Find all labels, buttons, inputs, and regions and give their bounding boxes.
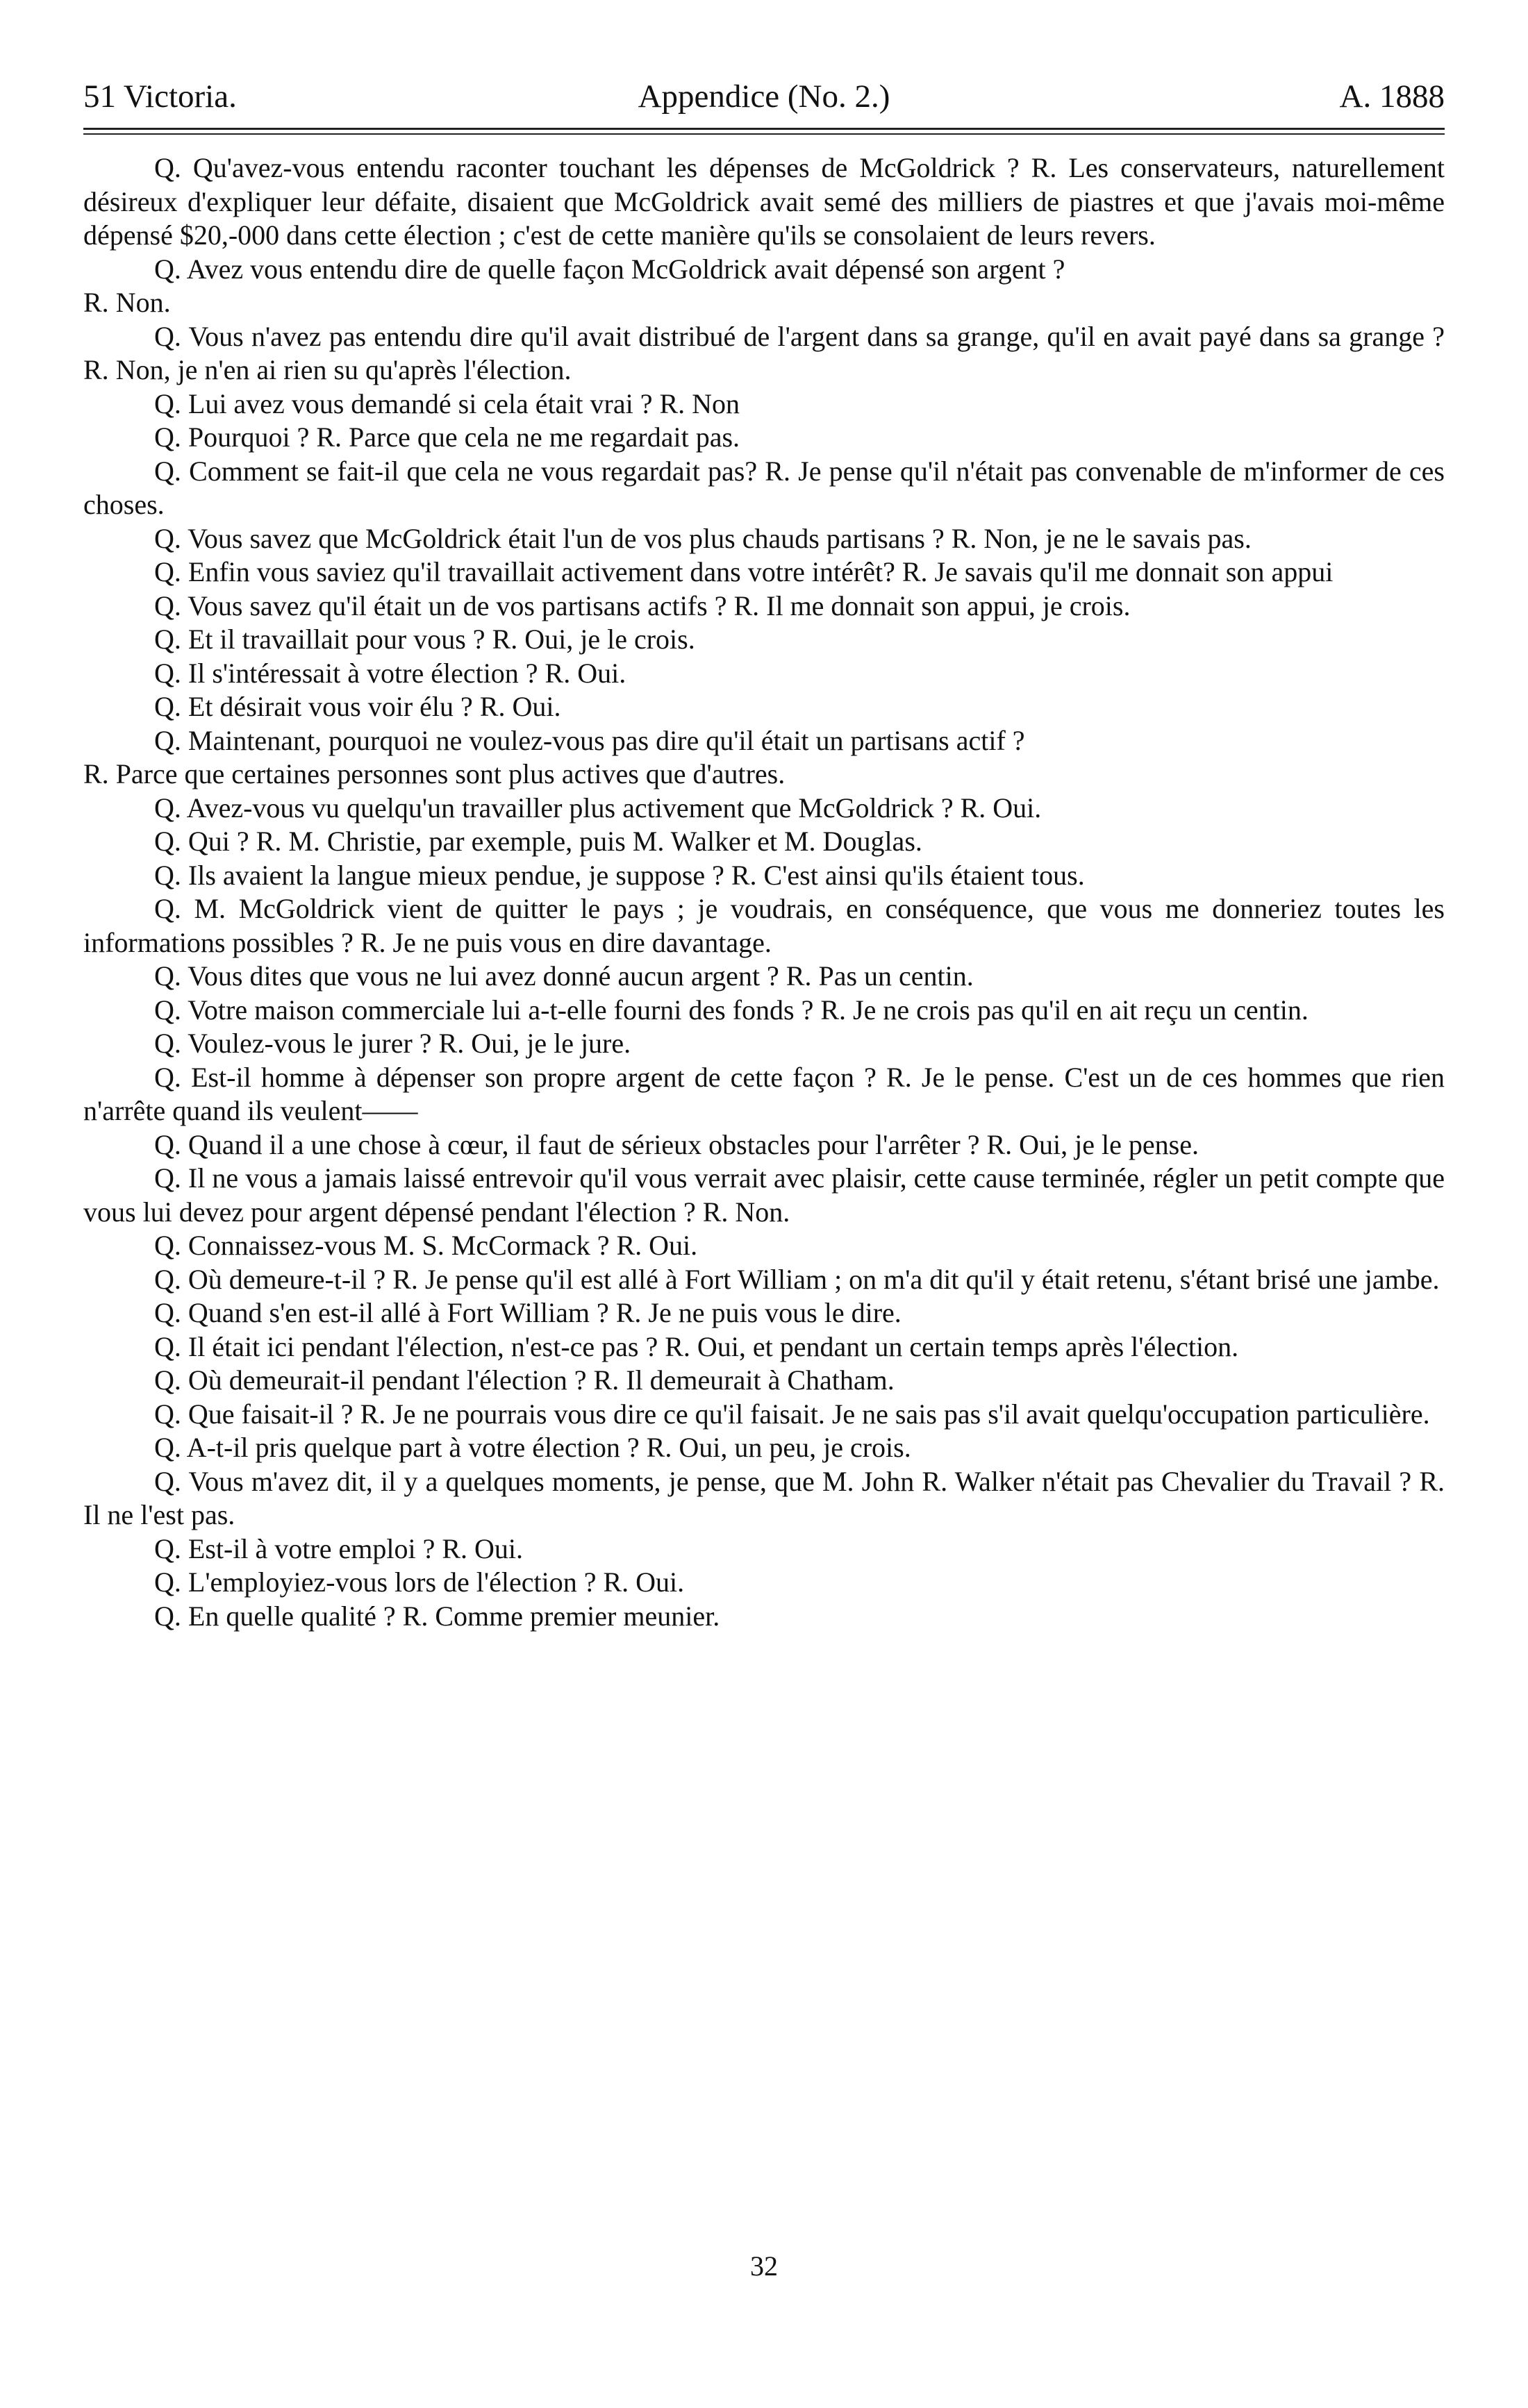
- testimony-paragraph: Q. Enfin vous saviez qu'il travaillait activement dans votre intérêt? R. Je savais qu'il me donnait son appui: [154, 556, 1334, 587]
- testimony-paragraph: R. Parce que certaines personnes sont plus actives que d'autres.: [83, 758, 786, 789]
- testimony-paragraph: Q. Et il travaillait pour vous ? R. Oui, je le crois.: [154, 624, 695, 655]
- header-rule-bottom: [83, 133, 1445, 135]
- testimony-paragraph: R. Non.: [83, 287, 171, 318]
- testimony-body: [83, 151, 1445, 1633]
- testimony-paragraph: Q. Voulez-vous le jurer ? R. Oui, je le jure.: [154, 1028, 631, 1059]
- testimony-paragraph: Q. Où demeure-t-il ? R. Je pense qu'il est allé à Fort William ; on m'a dit qu'il y était retenu, s'étant brisé une jambe.: [154, 1263, 1440, 1295]
- header-appendix: Appendice (No. 2.): [638, 78, 890, 115]
- testimony-paragraph: Q. Pourquoi ? R. Parce que cela ne me regardait pas.: [154, 421, 740, 453]
- testimony-paragraph: Q. Qu'avez-vous entendu raconter touchant les dépenses de McGoldrick ? R. Les conservateurs, naturellement désireux d'expliquer leur défaite, disaient que McGoldrick avait semé des milliers de piastres et que j'avais moi-même dépensé $20,-000 dans cette élection ; c'est de cette manière qu'ils se consolaient de leurs revers.: [83, 152, 1445, 251]
- testimony-paragraph: Q. Vous savez que McGoldrick était l'un de vos plus chauds partisans ? R. Non, je ne le savais pas.: [154, 522, 1252, 554]
- running-header: [83, 69, 1445, 124]
- testimony-paragraph: Q. Que faisait-il ? R. Je ne pourrais vous dire ce qu'il faisait. Je ne sais pas s'il avait quelqu'occupation particulière.: [154, 1398, 1430, 1430]
- testimony-paragraph: Q. En quelle qualité ? R. Comme premier meunier.: [154, 1600, 720, 1632]
- testimony-paragraph: Q. Avez-vous vu quelqu'un travailler plus activement que McGoldrick ? R. Oui.: [154, 792, 1042, 823]
- testimony-paragraph: Q. Ils avaient la langue mieux pendue, je suppose ? R. C'est ainsi qu'ils étaient tous.: [154, 859, 1085, 891]
- header-rule-top: [83, 128, 1445, 130]
- testimony-paragraph: Q. Votre maison commerciale lui a-t-elle fourni des fonds ? R. Je ne crois pas qu'il en ait reçu un centin.: [154, 994, 1309, 1026]
- testimony-paragraph: Q. Vous savez qu'il était un de vos partisans actifs ? R. Il me donnait son appui, je crois.: [154, 590, 1131, 621]
- header-year: A. 1888: [1339, 78, 1445, 115]
- testimony-paragraph: Q. Et désirait vous voir élu ? R. Oui.: [154, 691, 561, 722]
- testimony-paragraph: Q. Quand il a une chose à cœur, il faut de sérieux obstacles pour l'arrêter ? R. Oui, je le pense.: [154, 1128, 1199, 1160]
- testimony-paragraph: Q. Comment se fait-il que cela ne vous regardait pas? R. Je pense qu'il n'était pas convenable de m'informer de ces choses.: [83, 455, 1445, 520]
- testimony-paragraph: Q. Il s'intéressait à votre élection ? R. Oui.: [154, 657, 626, 689]
- testimony-paragraph: Q. Qui ? R. M. Christie, par exemple, puis M. Walker et M. Douglas.: [154, 826, 922, 857]
- page-number: 32: [750, 2250, 778, 2282]
- testimony-paragraph: Q. Est-il à votre emploi ? R. Oui.: [154, 1532, 524, 1564]
- testimony-paragraph: Q. L'employiez-vous lors de l'élection ? R. Oui.: [154, 1566, 685, 1598]
- testimony-paragraph: Q. Lui avez vous demandé si cela était vrai ? R. Non: [154, 387, 740, 419]
- testimony-paragraph: Q. Il était ici pendant l'élection, n'est-ce pas ? R. Oui, et pendant un certain temps après l'élection.: [154, 1330, 1239, 1362]
- header-session: 51 Victoria.: [83, 78, 237, 115]
- testimony-paragraph: Q. Quand s'en est-il allé à Fort William ? R. Je ne puis vous le dire.: [154, 1297, 902, 1328]
- testimony-paragraph: Q. Où demeurait-il pendant l'élection ? R. Il demeurait à Chatham.: [154, 1364, 895, 1396]
- testimony-paragraph: Q. A-t-il pris quelque part à votre élection ? R. Oui, un peu, je crois.: [154, 1432, 911, 1463]
- testimony-paragraph: Q. Est-il homme à dépenser son propre argent de cette façon ? R. Je le pense. C'est un de ces hommes que rien n'arrête quand ils veulent——: [83, 1061, 1445, 1126]
- testimony-paragraph: Q. Avez vous entendu dire de quelle façon McGoldrick avait dépensé son argent ?: [154, 253, 1065, 285]
- testimony-paragraph: Q. Vous m'avez dit, il y a quelques moments, je pense, que M. John R. Walker n'était pas Chevalier du Travail ? R. Il ne l'est pas.: [83, 1465, 1445, 1530]
- testimony-paragraph: Q. Maintenant, pourquoi ne voulez-vous pas dire qu'il était un partisans actif ?: [154, 724, 1025, 756]
- testimony-paragraph: Q. Connaissez-vous M. S. McCormack ? R. Oui.: [154, 1230, 698, 1261]
- testimony-paragraph: Q. Vous dites que vous ne lui avez donné aucun argent ? R. Pas un centin.: [154, 960, 974, 992]
- testimony-paragraph: Q. M. McGoldrick vient de quitter le pays ; je voudrais, en conséquence, que vous me donneriez toutes les informations possibles ? R. Je ne puis vous en dire davantage.: [83, 893, 1445, 958]
- testimony-paragraph: Q. Vous n'avez pas entendu dire qu'il avait distribué de l'argent dans sa grange, qu'il en avait payé dans sa grange ? R. Non, je n'en ai rien su qu'après l'élection.: [83, 320, 1445, 385]
- testimony-paragraph: Q. Il ne vous a jamais laissé entrevoir qu'il vous verrait avec plaisir, cette cause terminée, régler un petit compte que vous lui devez pour argent dépensé pendant l'élection ? R. Non.: [83, 1162, 1445, 1228]
